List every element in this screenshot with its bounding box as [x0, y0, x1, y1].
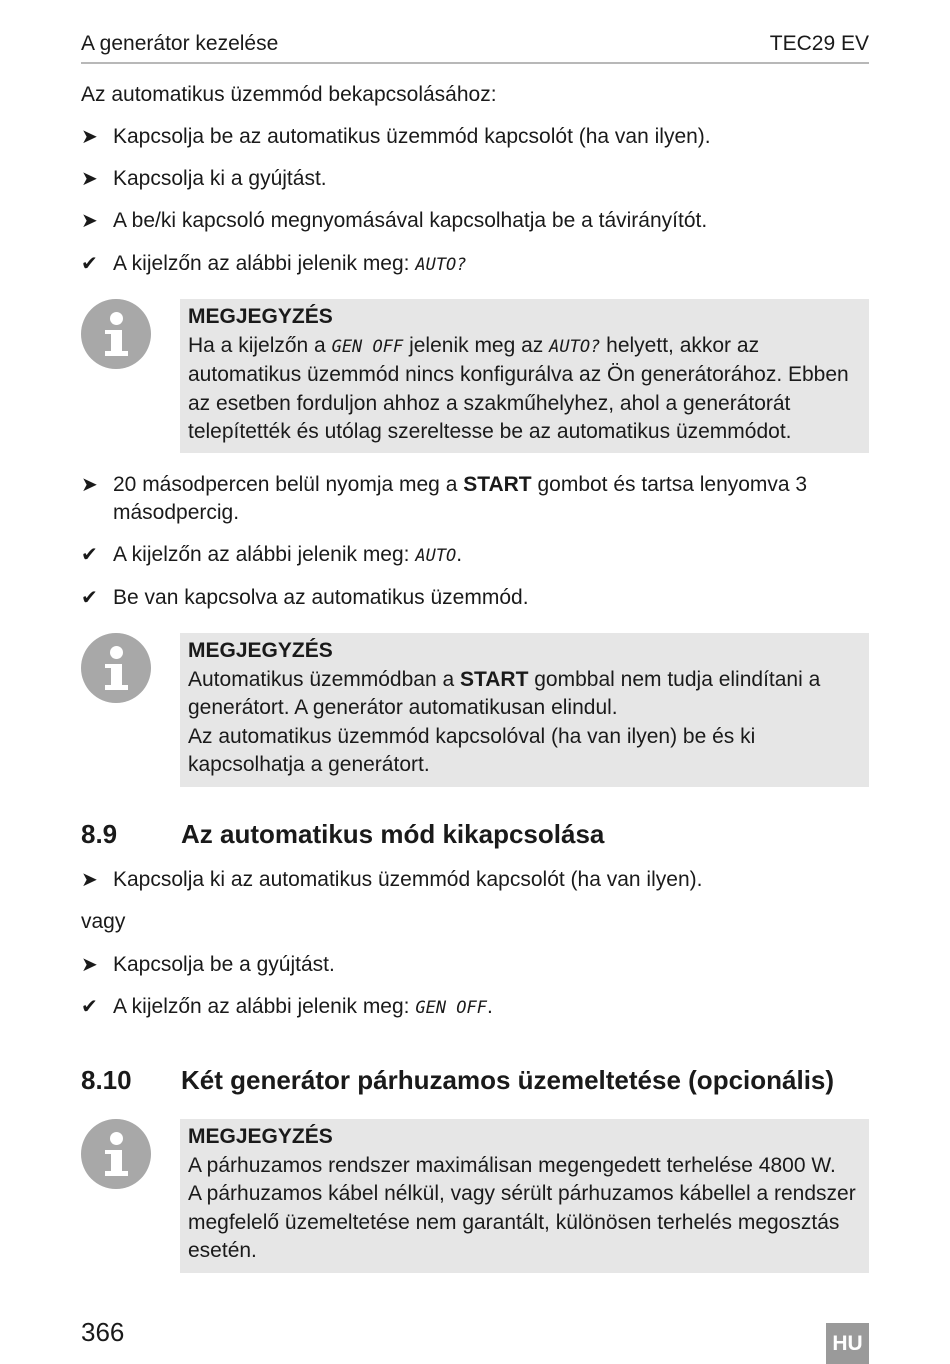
page-header: [81, 30, 869, 64]
note-box: [180, 633, 869, 787]
arrow-step-icon: ➤: [81, 954, 98, 976]
language-badge: HU: [826, 1323, 869, 1364]
result-text: A kijelzőn az alábbi jelenik meg: AUTO.: [113, 543, 463, 566]
step-text: Kapcsolja ki az automatikus üzemmód kapcsolót (ha van ilyen).: [113, 868, 703, 891]
note-text: Automatikus üzemmódban a START gombbal nem tudja elindítani a generátort. A generátor automatikusan elindul.: [188, 667, 821, 719]
or-text: vagy: [81, 910, 126, 933]
check-result-icon: ✔: [81, 253, 98, 275]
arrow-step-icon: ➤: [81, 126, 98, 148]
display-text: AUTO: [415, 546, 457, 566]
section-number: 8.10: [81, 1065, 132, 1095]
start-button-label: START: [463, 473, 532, 496]
note-title: MEGJEGYZÉS: [188, 639, 333, 662]
note-box: [180, 1119, 869, 1273]
note-text: Az automatikus üzemmód kapcsolóval (ha van ilyen) be és ki kapcsolhatja a generátort.: [188, 724, 756, 776]
step-text: Kapcsolja be az automatikus üzemmód kapcsolót (ha van ilyen).: [113, 125, 711, 148]
check-result-icon: ✔: [81, 996, 98, 1018]
section-title: Két generátor párhuzamos üzemeltetése (opcionális): [181, 1065, 835, 1095]
note-text: Ha a kijelzőn a GEN OFF jelenik meg az AUTO? helyett, akkor az automatikus üzemmód nincs konfigurálva az Ön generátorához. Ebben az esetben forduljon ahhoz a szakműhelyhez, ahol a generátorát telepítették és utólag szereltesse be az automatikus üzemmódot.: [188, 333, 849, 443]
arrow-step-icon: ➤: [81, 168, 98, 190]
note-title: MEGJEGYZÉS: [188, 305, 333, 328]
check-result-icon: ✔: [81, 587, 98, 609]
display-text: AUTO?: [549, 336, 601, 357]
note-title: MEGJEGYZÉS: [188, 1125, 333, 1148]
step-text: Kapcsolja ki a gyújtást.: [113, 167, 327, 190]
page-number: 366: [81, 1317, 125, 1347]
intro-text: Az automatikus üzemmód bekapcsolásához:: [81, 83, 497, 106]
info-icon: [81, 633, 151, 703]
display-text: AUTO?: [415, 255, 467, 275]
note-text: A párhuzamos rendszer maximálisan megengedett terhelése 4800 W.: [188, 1153, 836, 1177]
result-text: [113, 250, 853, 279]
step-text: 20 másodpercen belül nyomja meg a START gombot és tartsa lenyomva 3 másodpercig.: [113, 473, 808, 524]
display-text: GEN OFF: [331, 336, 404, 357]
result-text: A kijelzőn az alábbi jelenik meg: GEN OFF.: [113, 995, 493, 1018]
start-button-label: START: [459, 667, 529, 691]
arrow-step-icon: ➤: [81, 474, 98, 496]
step-text: A be/ki kapcsoló megnyomásával kapcsolhatja be a távirányítót.: [113, 209, 708, 232]
info-icon: [81, 1119, 151, 1189]
check-result-icon: ✔: [81, 544, 98, 566]
header-model: TEC29 EV: [769, 32, 869, 55]
arrow-step-icon: ➤: [81, 210, 98, 232]
section-number: 8.9: [81, 819, 118, 849]
note-box: [180, 299, 869, 453]
result-prefix: A kijelzőn az alábbi jelenik meg:: [113, 252, 416, 275]
step-text: Kapcsolja be a gyújtást.: [113, 953, 335, 976]
note-text: A párhuzamos kábel nélkül, vagy sérült párhuzamos kábellel a rendszer megfelelő üzemeltetése nem garantált, különösen terhelés megosztás esetén.: [188, 1182, 856, 1262]
header-chapter: A generátor kezelése: [81, 32, 279, 55]
result-text: Be van kapcsolva az automatikus üzemmód.: [113, 586, 529, 609]
display-text: GEN OFF: [415, 998, 487, 1018]
arrow-step-icon: ➤: [81, 869, 98, 891]
section-title: Az automatikus mód kikapcsolása: [181, 819, 605, 849]
info-icon: [81, 299, 151, 369]
